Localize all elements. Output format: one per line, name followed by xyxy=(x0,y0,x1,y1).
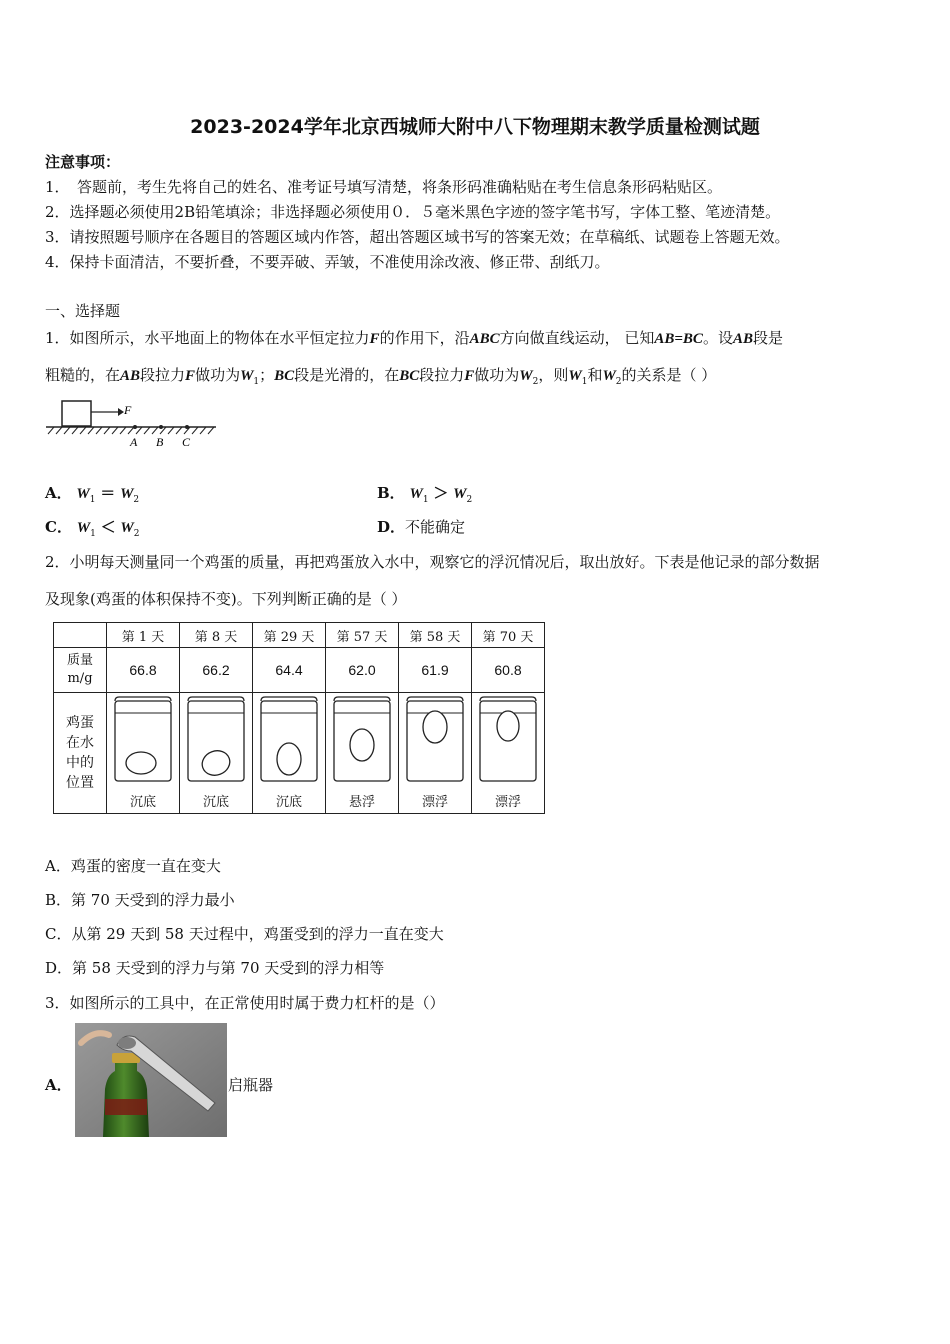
mass-label: 质量 m/g xyxy=(54,648,107,693)
day-header: 第 58 天 xyxy=(399,623,472,648)
mass-value: 60.8 xyxy=(472,648,545,693)
block xyxy=(62,401,91,426)
q2-line2: 及现象(鸡蛋的体积保持不变)。下列判断正确的是（ ） xyxy=(45,590,407,608)
q3-option-a-text[interactable]: 启瓶器 xyxy=(228,1076,274,1094)
page-title: 2023-2024学年北京西城师大附中八下物理期末教学质量检测试题 xyxy=(190,116,760,138)
position-label: 鸡蛋 在水 中的 位置 xyxy=(54,693,107,814)
beaker-cell xyxy=(253,693,326,814)
egg-suspended xyxy=(350,729,374,761)
q1-option-b[interactable]: B． $W_1 > W_2$ xyxy=(377,484,473,505)
mass-value: 66.2 xyxy=(180,648,253,693)
mass-value: 62.0 xyxy=(326,648,399,693)
q1-figure xyxy=(44,398,224,450)
day-header: 第 57 天 xyxy=(326,623,399,648)
section-heading: 一、选择题 xyxy=(45,302,121,320)
state-label: 沉底 xyxy=(275,795,302,810)
beaker-icon xyxy=(472,693,544,789)
point-a xyxy=(133,425,137,429)
q2-option-b[interactable]: B．第 70 天受到的浮力最小 xyxy=(45,891,235,909)
opener-hole xyxy=(118,1037,136,1049)
state-label: 沉底 xyxy=(202,795,229,810)
beaker-cell xyxy=(107,693,180,814)
q2-option-d[interactable]: D．第 58 天受到的浮力与第 70 天受到的浮力相等 xyxy=(45,959,385,977)
q2-option-a[interactable]: A．鸡蛋的密度一直在变大 xyxy=(45,857,221,875)
beaker-cell xyxy=(472,693,545,814)
beaker-icon xyxy=(180,693,252,789)
q3-question: 3．如图所示的工具中，在正常使用时属于费力杠杆的是（） xyxy=(45,994,445,1012)
bottle-opener-photo xyxy=(75,1023,227,1137)
state-label: 漂浮 xyxy=(494,795,521,810)
q1-line2: 粗糙的，在AB段拉力F做功为$W_1$；BC段是光滑的，在BC段拉力F做功为$W_2$，则$W_1$和$W_2$的关系是（ ） xyxy=(45,366,717,387)
beaker-cell xyxy=(180,693,253,814)
point-c xyxy=(185,425,189,429)
notice-heading: 注意事项： xyxy=(45,153,121,171)
beaker-icon xyxy=(326,693,398,789)
beaker-icon xyxy=(107,693,179,789)
notice-item: 1． 答题前，考生先将自己的姓名、准考证号填写清楚，将条形码准确粘贴在考生信息条形码粘贴区。 xyxy=(45,178,723,196)
q2-option-c[interactable]: C．从第 29 天到 58 天过程中，鸡蛋受到的浮力一直在变大 xyxy=(45,925,444,943)
q1-line1: 1．如图所示，水平地面上的物体在水平恒定拉力F的作用下，沿ABC方向做直线运动， 已知AB=BC。设AB段是 xyxy=(45,329,783,347)
egg-sunk xyxy=(126,752,156,774)
q3-option-a-label[interactable]: A． xyxy=(45,1076,72,1094)
q1-option-c[interactable]: C． $W_1 < W_2$ xyxy=(45,518,140,539)
day-header: 第 70 天 xyxy=(472,623,545,648)
egg-floating xyxy=(423,711,447,743)
egg-sunk xyxy=(199,747,234,779)
egg-sunk xyxy=(277,743,301,775)
mass-value: 61.9 xyxy=(399,648,472,693)
day-header: 第 1 天 xyxy=(107,623,180,648)
q2-line1: 2．小明每天测量同一个鸡蛋的质量，再把鸡蛋放入水中，观察它的浮沉情况后，取出放好。下表是他记录的部分数据 xyxy=(45,553,820,571)
notice-item: 2．选择题必须使用2B铅笔填涂；非选择题必须使用０．５毫米黑色字迹的签字笔书写，字体工整、笔迹清楚。 xyxy=(45,203,781,221)
egg-floating xyxy=(497,711,519,741)
bottle-label xyxy=(105,1099,147,1115)
egg-data-table xyxy=(53,622,545,814)
day-header: 第 8 天 xyxy=(180,623,253,648)
table-corner xyxy=(54,623,107,648)
state-label: 漂浮 xyxy=(421,795,448,810)
mass-value: 64.4 xyxy=(253,648,326,693)
q1-option-a[interactable]: A． $W_1 = W_2$ xyxy=(45,484,140,505)
force-label: F xyxy=(124,403,132,417)
beaker-icon xyxy=(253,693,325,789)
beaker-icon xyxy=(399,693,471,789)
beaker-cell xyxy=(326,693,399,814)
label-c: C xyxy=(182,435,191,449)
notice-item: 3．请按照题号顺序在各题目的答题区域内作答，超出答题区域书写的答案无效；在草稿纸、试题卷上答题无效。 xyxy=(45,228,790,246)
state-label: 沉底 xyxy=(129,795,156,810)
notice-item: 4．保持卡面清洁，不要折叠，不要弄破、弄皱，不准使用涂改液、修正带、刮纸刀。 xyxy=(45,253,610,271)
mass-value: 66.8 xyxy=(107,648,180,693)
label-a: A xyxy=(130,435,138,449)
point-b xyxy=(159,425,163,429)
label-b: B xyxy=(156,435,164,449)
day-header: 第 29 天 xyxy=(253,623,326,648)
state-label: 悬浮 xyxy=(348,795,375,810)
q1-option-d[interactable]: D．不能确定 xyxy=(377,518,466,536)
beaker-cell xyxy=(399,693,472,814)
